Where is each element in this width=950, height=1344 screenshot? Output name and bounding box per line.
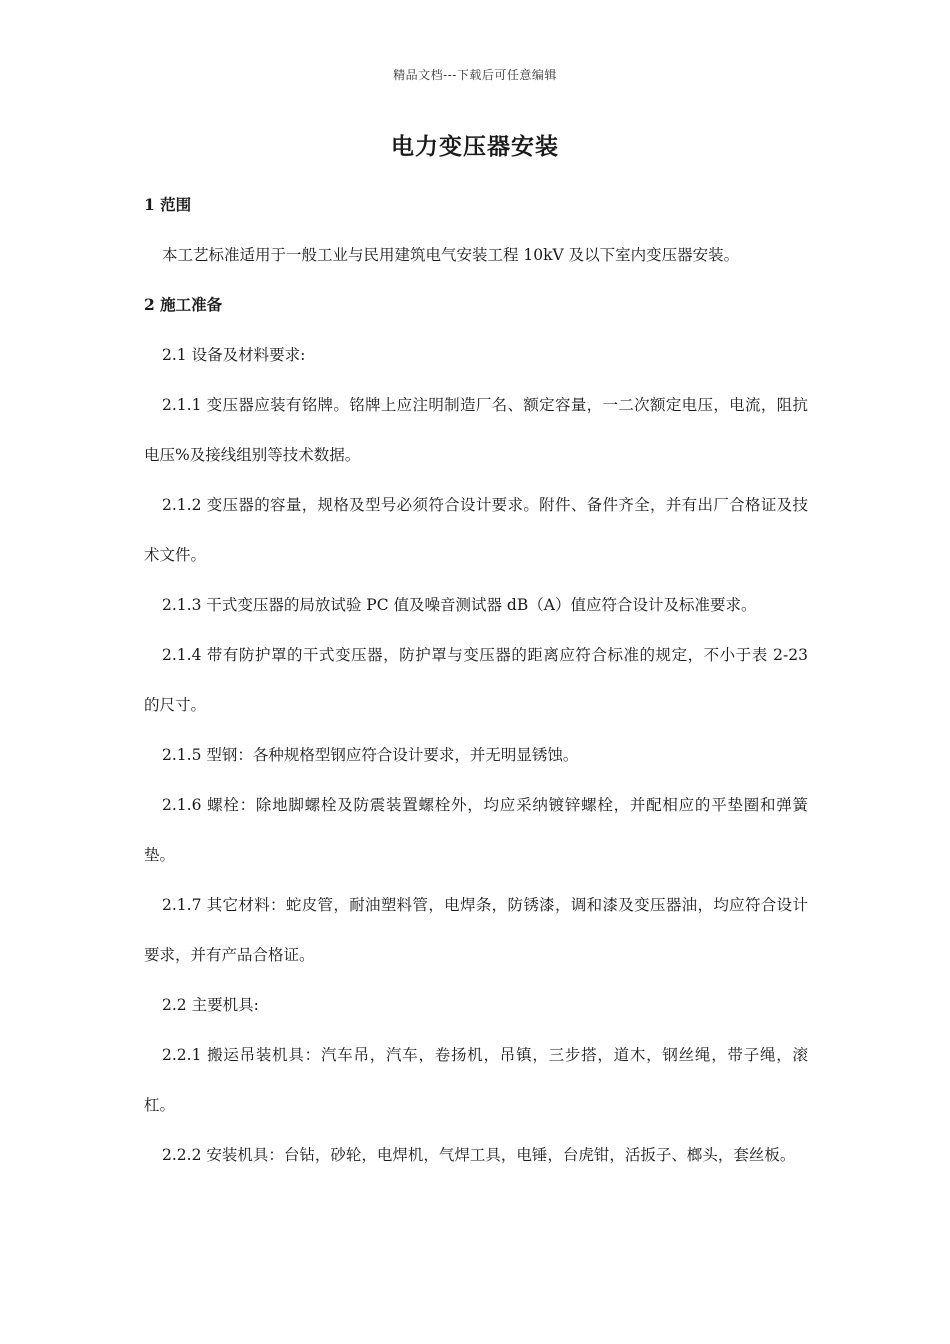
paragraph-2-1: 2.1 设备及材料要求:: [162, 346, 306, 364]
paragraph-scope: 本工艺标准适用于一般工业与民用建筑电气安装工程 10kV 及以下室内变压器安装。: [162, 246, 740, 264]
document-body: [144, 180, 808, 1180]
paragraph-2-1-4: 2.1.4 带有防护罩的干式变压器，防护罩与变压器的距离应符合标准的规定，不小于表 2-23 的尺寸。: [144, 646, 808, 714]
section-heading-scope: 1 范围: [144, 195, 192, 214]
paragraph-2-1-1: 2.1.1 变压器应装有铭牌。铭牌上应注明制造厂名、额定容量，一二次额定电压，电流，阻抗电压%及接线组别等技术数据。: [144, 396, 808, 464]
document-title: 电力变压器安装: [391, 133, 559, 160]
paragraph-2-2-1: 2.2.1 搬运吊装机具：汽车吊，汽车，卷扬机，吊镇，三步搭，道木，钢丝绳，带子绳，滚杠。: [144, 1046, 808, 1114]
paragraph-2-2: 2.2 主要机具:: [162, 996, 259, 1014]
page-header: 精品文档---下载后可任意编辑: [393, 68, 557, 82]
paragraph-2-1-3: 2.1.3 干式变压器的局放试验 PC 值及噪音测试器 dB（A）值应符合设计及标准要求。: [162, 596, 757, 614]
section-heading-preparation: 2 施工准备: [144, 295, 223, 314]
paragraph-2-1-7: 2.1.7 其它材料：蛇皮管，耐油塑料管，电焊条，防锈漆，调和漆及变压器油，均应符合设计要求，并有产品合格证。: [144, 896, 808, 964]
paragraph-2-1-5: 2.1.5 型钢：各种规格型钢应符合设计要求，并无明显锈蚀。: [162, 746, 579, 764]
paragraph-2-1-2: 2.1.2 变压器的容量，规格及型号必须符合设计要求。附件、备件齐全，并有出厂合格证及技术文件。: [144, 496, 808, 564]
paragraph-2-1-6: 2.1.6 螺栓：除地脚螺栓及防震装置螺栓外，均应采纳镀锌螺栓，并配相应的平垫圈和弹簧垫。: [144, 796, 808, 864]
paragraph-2-2-2: 2.2.2 安装机具：台钻，砂轮，电焊机，气焊工具，电锤，台虎钳，活扳子、榔头，套丝板。: [162, 1146, 796, 1164]
